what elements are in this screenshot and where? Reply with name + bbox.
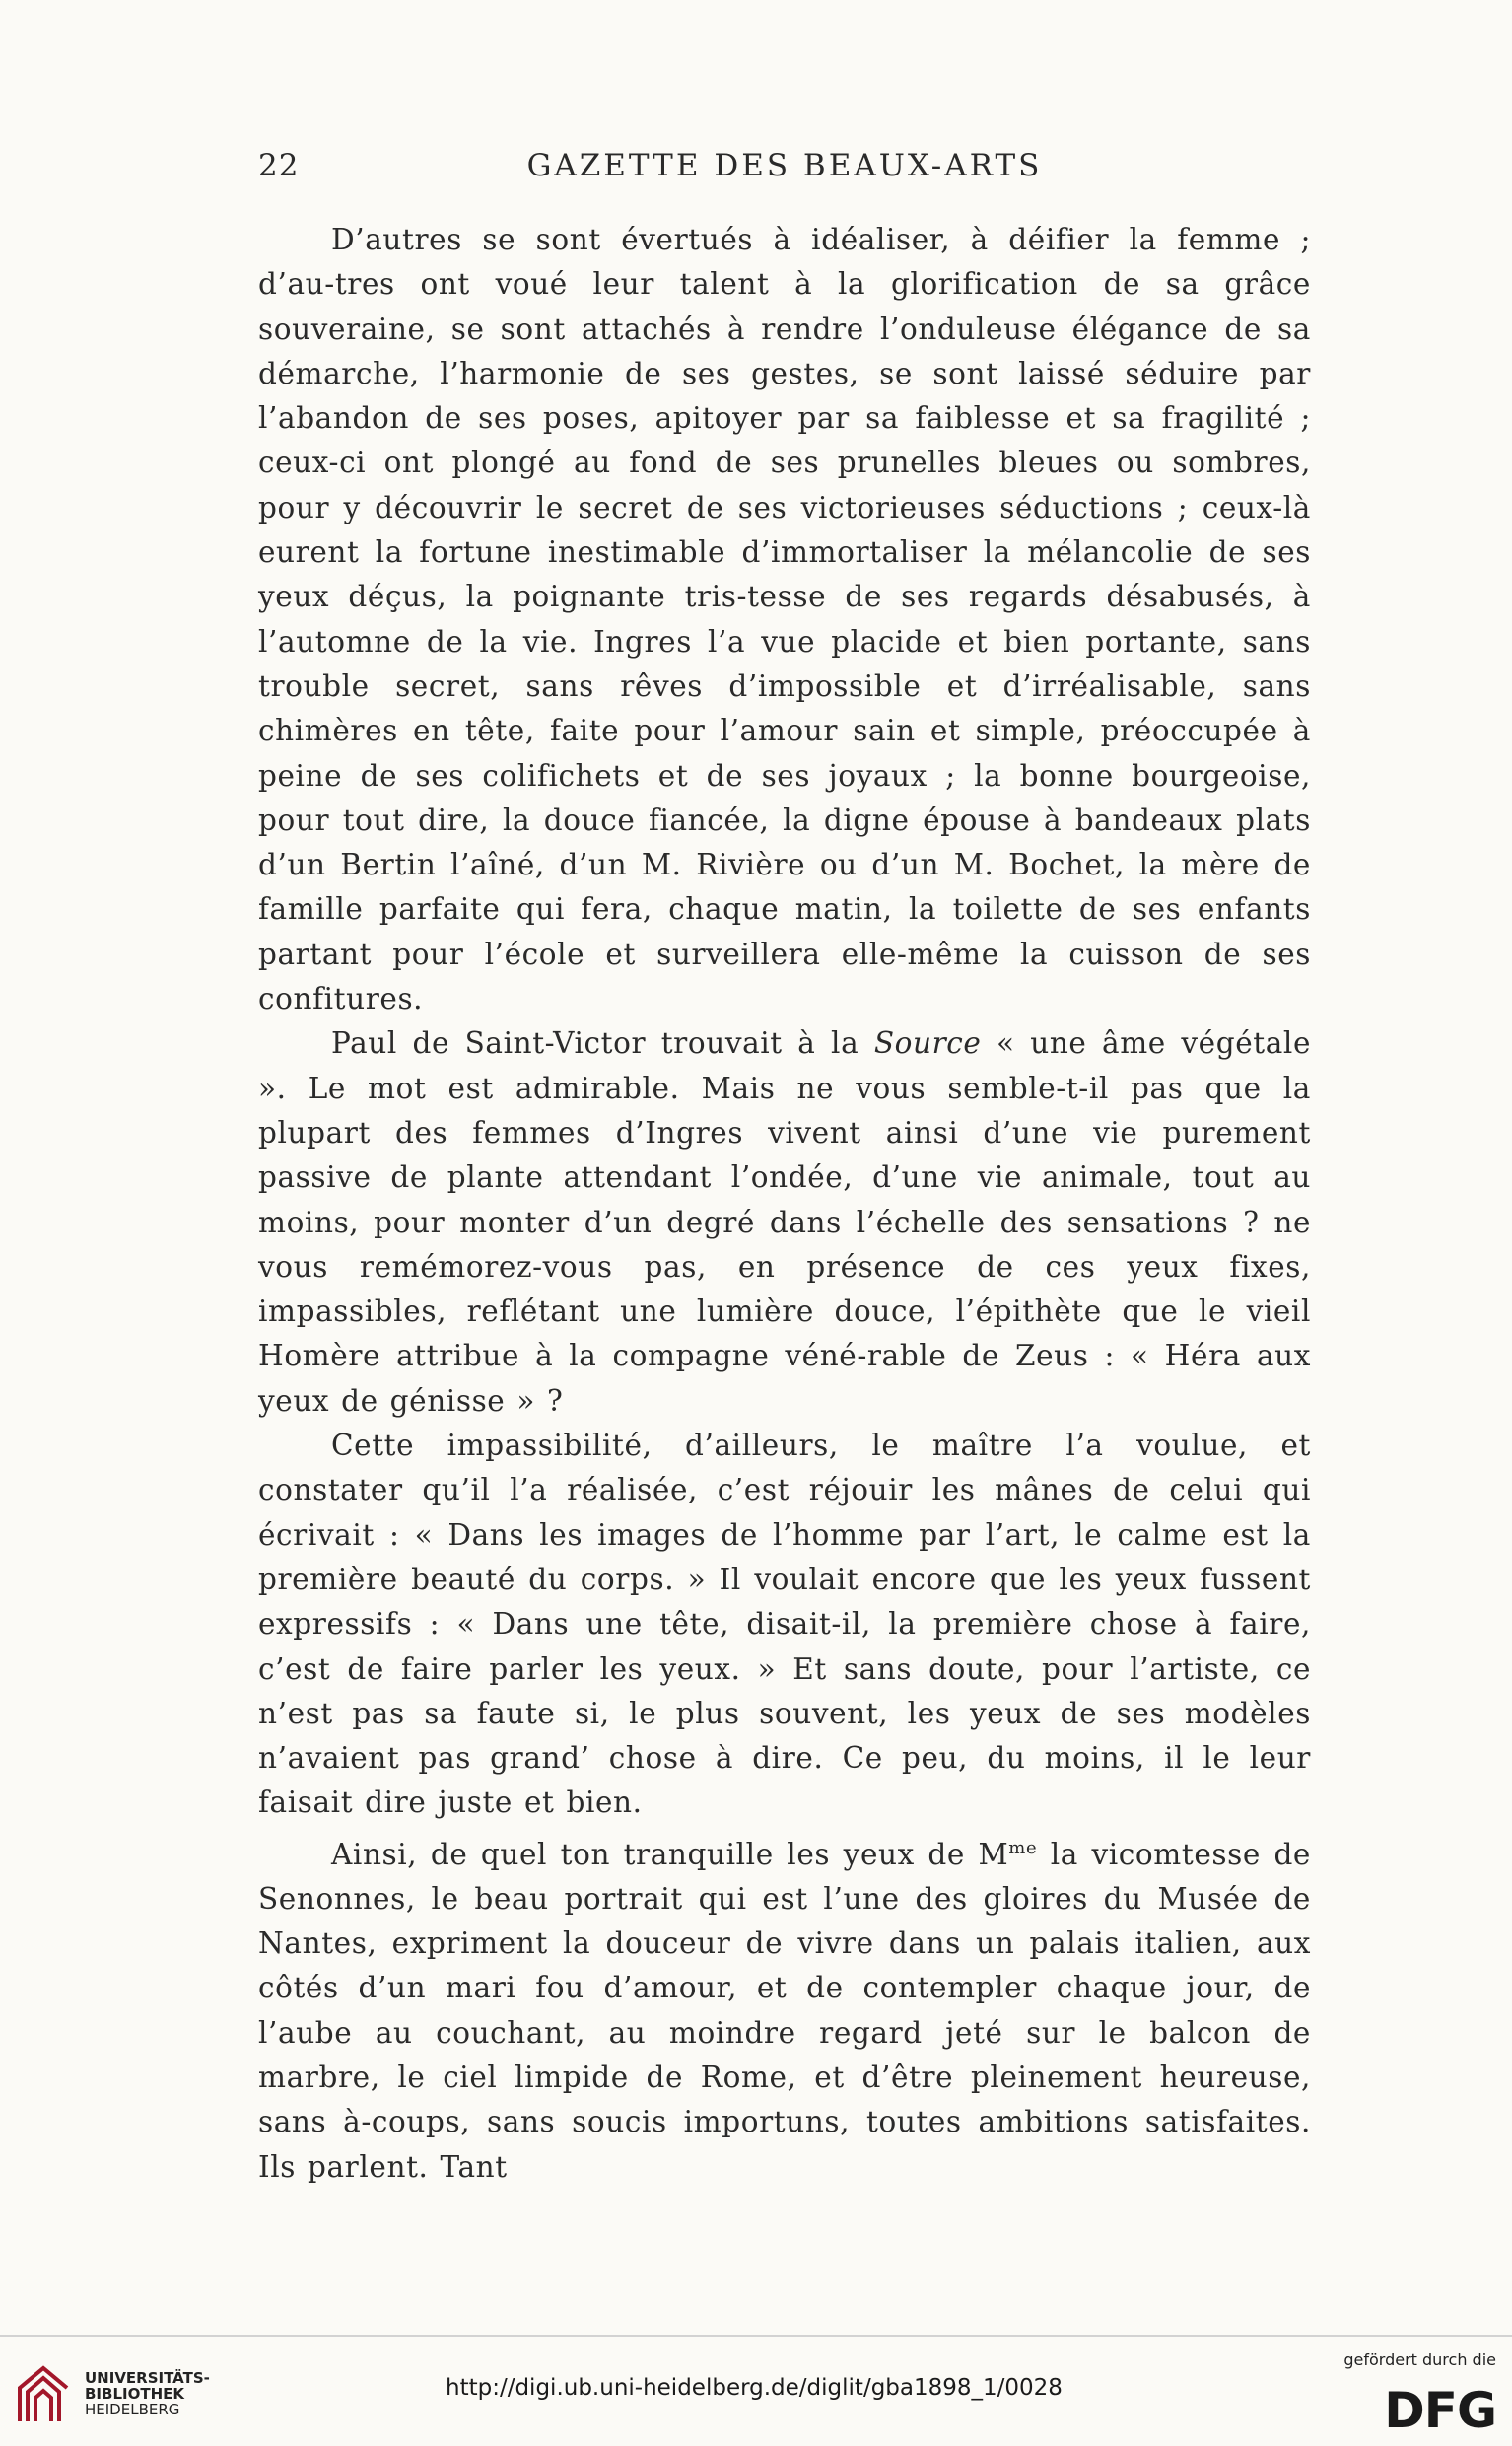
paragraph-1: D’autres se sont évertués à idéaliser, à déifier la femme ; d’au-tres ont voué leur talent à la glorification de sa grâce souveraine, se sont attachés à rendre l’onduleuse élégance de sa démarche, l’harmonie de ses gestes, se sont laissé séduire par l’abandon de ses poses, apitoyer par sa faiblesse et sa fragilité ; ceux-ci ont plongé au fond de ses prunelles bleues ou sombres, pour y découvrir le secret de ses victorieuses séductions ; ceux-là eurent la fortune inestimable d’immortaliser la mélancolie de ses yeux déçus, la poignante tris-tesse de ses regards désabusés, à l’automne de la vie. Ingres l’a vue placide et bien portante, sans trouble secret, sans rêves d’impossible et d’irréalisable, sans chimères en tête, faite pour l’amour sain et simple, préoccupée à peine de ses colifichets et de ses joyaux ; la bonne bourgeoise, pour tout dire, la douce fiancée, la digne épouse à bandeaux plats d’un Bertin l’aîné, d’un M. Rivière ou d’un M. Bochet, la mère de famille parfaite qui fera, chaque matin, la toilette de ses enfants partant pour l’école et surveillera elle-même la cuisson de ses confitures. [258,223,1311,1016]
library-name [85,2370,210,2417]
dfg-logo-text: DFG [1384,2384,1496,2433]
paragraph-2-text-end: « une âme végétale ». Le mot est admirable. Mais ne vous semble-t-il pas que la plupart des femmes d’Ingres vivent ainsi d’une vie purement passive de plante attendant l’ondée, d’une vie animale, tout au moins, pour monter d’un degré dans l’échelle des sensations ? ne vous remémorez-vous pas, en présence de ces yeux fixes, impassibles, reflétant une lumière douce, l’épithète que le vieil Homère attribue à la compagne véné-rable de Zeus : « Héra aux yeux de génisse » ? [258,1026,1312,1418]
page-header [258,148,1311,195]
paragraph-2-text-start: Paul de Saint-Victor trouvait à la [331,1026,874,1061]
superscript-me: me [1008,1837,1038,1858]
paragraph-3: Cette impassibilité, d’ailleurs, le maître l’a voulue, et constater qu’il l’a réalisée, c’est réjouir les mânes de celui qui écrivait : « Dans les images de l’homme par l’art, le calme est la première beauté du corps. » Il voulait encore que les yeux fussent expressifs : « Dans une tête, disait-il, la première chose à faire, c’est de faire parler les yeux. » Et sans doute, pour l’artiste, ce n’est pas sa faute si, le plus souvent, les yeux de ses modèles n’avaient pas grand’ chose à dire. Ce peu, du moins, il le leur faisait dire juste et bien. [258,1429,1311,1820]
permalink-url[interactable]: http://digi.ub.uni-heidelberg.de/diglit/gba1898_1/0028 [446,2375,1063,2401]
page-number: 22 [258,148,300,183]
article-body [258,218,1311,2190]
library-name-line-3: HEIDELBERG [85,2401,180,2418]
university-library-logo-icon [14,2364,75,2425]
funded-by-label: gefördert durch die [1343,2350,1496,2369]
paragraph-4-text-start: Ainsi, de quel ton tranquille les yeux de M [331,1837,1009,1871]
paragraph-4-text-end: la vicomtesse de Senonnes, le beau portrait qui est l’une des gloires du Musée de Nantes, expriment la douceur de vivre dans un palais italien, aux côtés d’un mari fou d’amour, et de contempler chaque jour, de l’aube au couchant, au moindre regard jeté sur le balcon de marbre, le ciel limpide de Rome, et d’être pleinement heureuse, sans à-coups, sans soucis importuns, toutes ambitions satisfaites. Ils parlent. Tant [258,1837,1311,2184]
library-name-line-1: UNIVERSITÄTS- [85,2369,210,2387]
italic-title-source: Source [873,1026,982,1061]
paragraph-2 [258,1021,1311,1424]
footer-bar [0,2327,1512,2446]
dfg-logo-icon [1348,2384,1496,2433]
footer-divider [0,2335,1512,2337]
library-name-line-2: BIBLIOTHEK [85,2385,184,2403]
paragraph-4 [258,1826,1311,2190]
running-head: GAZETTE DES BEAUX-ARTS [526,148,1043,183]
